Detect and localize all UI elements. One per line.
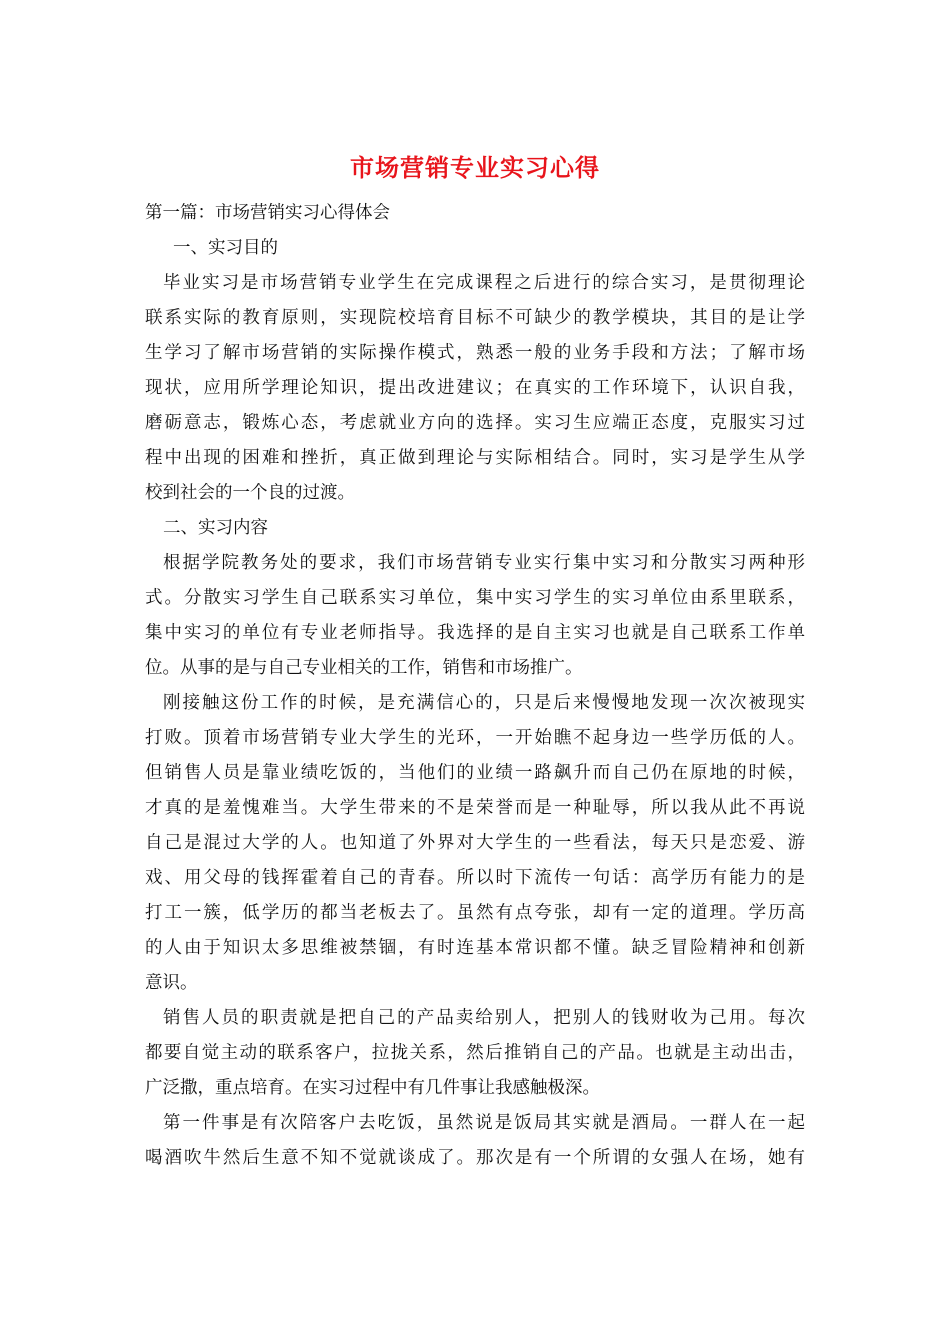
text-line: 现状，应用所学理论知识，提出改进建议；在真实的工作环境下，认识自我， [145,378,805,398]
text-line: 根据学院教务处的要求，我们市场营销专业实行集中实习和分散实习两种形 [163,553,805,573]
text-line: 但销售人员是靠业绩吃饭的，当他们的业绩一路飙升而自己仍在原地的时候， [145,763,805,783]
text-line: 第一件事是有次陪客户去吃饭，虽然说是饭局其实就是酒局。一群人在一起 [163,1113,805,1133]
text-line: 都要自觉主动的联系客户，拉拢关系，然后推销自己的产品。也就是主动出击， [145,1043,805,1063]
text-line: 磨砺意志，锻炼心态，考虑就业方向的选择。实习生应端正态度，克服实习过 [145,413,805,433]
document-title: 市场营销专业实习心得 [350,153,600,182]
text-line: 广泛撒，重点培育。在实习过程中有几件事让我感触极深。 [145,1078,600,1098]
text-line: 二、实习内容 [163,518,268,538]
text-line: 打败。顶着市场营销专业大学生的光环，一开始瞧不起身边一些学历低的人。 [145,728,805,748]
text-line: 才真的是羞愧难当。大学生带来的不是荣誉而是一种耻辱，所以我从此不再说 [145,798,805,818]
text-line: 戏、用父母的钱挥霍着自己的青春。所以时下流传一句话：高学历有能力的是 [145,868,805,888]
text-line: 的人由于知识太多思维被禁锢，有时连基本常识都不懂。缺乏冒险精神和创新 [145,938,805,958]
text-line: 毕业实习是市场营销专业学生在完成课程之后进行的综合实习，是贯彻理论 [163,273,805,293]
text-line: 意识。 [145,973,198,993]
text-line: 联系实际的教育原则，实现院校培育目标不可缺少的教学模块，其目的是让学 [145,308,805,328]
text-line: 第一篇：市场营销实习心得体会 [145,203,390,223]
text-line: 一、实习目的 [173,238,278,258]
text-line: 校到社会的一个良的过渡。 [145,483,355,503]
text-line: 打工一簇，低学历的都当老板去了。虽然有点夸张，却有一定的道理。学历高 [145,903,805,923]
text-line: 自己是混过大学的人。也知道了外界对大学生的一些看法，每天只是恋爱、游 [145,833,805,853]
text-line: 程中出现的困难和挫折，真正做到理论与实际相结合。同时，实习是学生从学 [145,448,805,468]
text-line: 刚接触这份工作的时候，是充满信心的，只是后来慢慢地发现一次次被现实 [163,693,805,713]
text-line: 集中实习的单位有专业老师指导。我选择的是自主实习也就是自己联系工作单 [145,623,805,643]
text-line: 喝酒吹牛然后生意不知不觉就谈成了。那次是有一个所谓的女强人在场，她有 [145,1148,805,1168]
document-body [145,198,805,1175]
text-line: 位。从事的是与自己专业相关的工作，销售和市场推广。 [145,658,583,678]
text-line: 生学习了解市场营销的实际操作模式，熟悉一般的业务手段和方法；了解市场 [145,343,805,363]
text-line: 式。分散实习学生自己联系实习单位，集中实习学生的实习单位由系里联系， [145,588,805,608]
text-line: 销售人员的职责就是把自己的产品卖给别人，把别人的钱财收为己用。每次 [163,1008,805,1028]
